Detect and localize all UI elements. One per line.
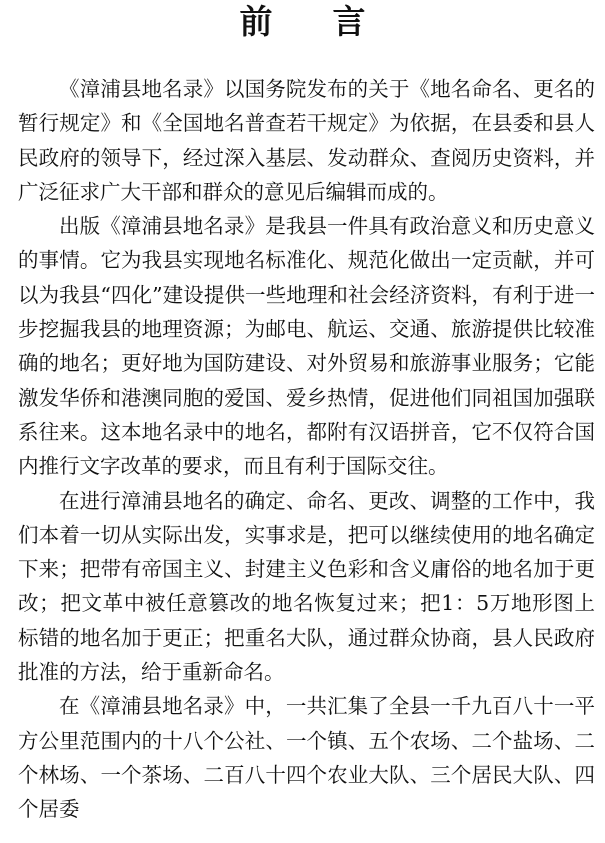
document-body [18,72,595,827]
paragraph-2: 出版《漳浦县地名录》是我县一件具有政治意义和历史意义的事情。它为我县实现地名标准化、规范化做出一定贡献，并可以为我县“四化”建设提供一些地理和社会经济资料，有利于进一步挖掘我县的地理资源；为邮电、航运、交通、旅游提供比较准确的地名；更好地为国防建设、对外贸易和旅游事业服务；它能激发华侨和港澳同胞的爱国、爱乡热情，促进他们同祖国加强联系往来。这本地名录中的地名，都附有汉语拼音，它不仅符合国内推行文字改革的要求，而且有利于国际交往。 [18,214,595,479]
paragraph-4: 在《漳浦县地名录》中，一共汇集了全县一千九百八十一平方公里范围内的十八个公社、一个镇、五个农场、二个盐场、二个林场、一个茶场、二百八十四个农业大队、三个居民大队、四个居委 [18,694,595,822]
paragraph-1: 《漳浦县地名录》以国务院发布的关于《地名命名、更名的暂行规定》和《全国地名普查若干规定》为依据，在县委和县人民政府的领导下，经过深入基层、发动群众、查阅历史资料，并广泛征求广大干部和群众的意见后编辑而成的。 [18,77,595,204]
paragraph-3: 在进行漳浦县地名的确定、命名、更改、调整的工作中，我们本着一切从实际出发，实事求是，把可以继续使用的地名确定下来；把带有帝国主义、封建主义色彩和含义庸俗的地名加于更改；把文革中被任意篡改的地名恢复过来；把1：5万地形图上标错的地名加于更正；把重名大队，通过群众协商，县人民政府批准的方法，给于重新命名。 [18,488,595,685]
page-title: 前言 [239,2,426,41]
